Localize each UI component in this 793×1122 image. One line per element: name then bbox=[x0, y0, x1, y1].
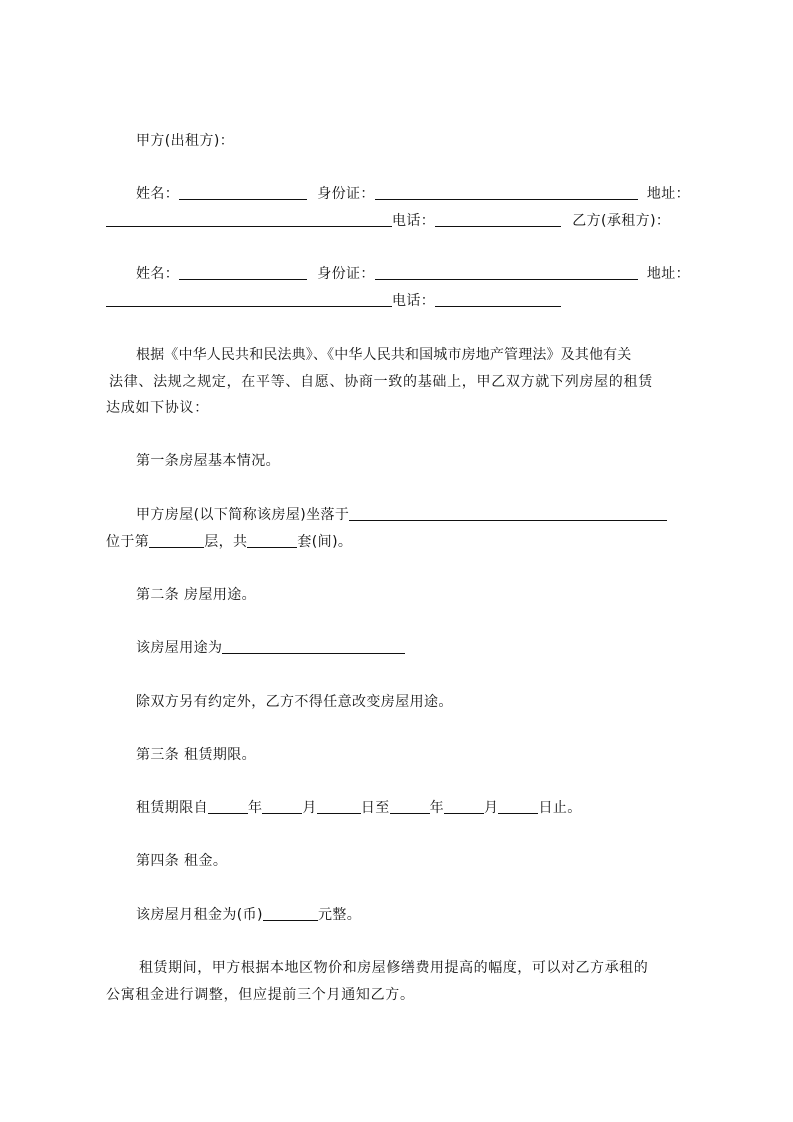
article1-title: 第一条房屋基本情况。 bbox=[136, 453, 280, 469]
article2-title: 第二条 房屋用途。 bbox=[136, 587, 257, 603]
article1-location: 甲方房屋(以下简称该房屋)坐落于 bbox=[106, 505, 702, 525]
start-month-blank[interactable] bbox=[262, 799, 302, 814]
article1-floor: 位于第 层，共 套(间)。 bbox=[106, 534, 353, 550]
floor-blank[interactable] bbox=[149, 533, 204, 548]
address-blank[interactable] bbox=[106, 212, 392, 227]
phone-blank[interactable] bbox=[435, 292, 561, 307]
party-a-heading: 甲方(出租方)： bbox=[136, 133, 235, 149]
party-b-details-line2 bbox=[106, 291, 702, 311]
address-label: 地址： bbox=[646, 266, 691, 282]
rent-blank[interactable] bbox=[263, 906, 318, 921]
address-blank[interactable] bbox=[106, 292, 392, 307]
article4-adjust-line2: 公寓租金进行调整，但应提前三个月通知乙方。 bbox=[106, 987, 415, 1003]
units-blank[interactable] bbox=[247, 533, 297, 548]
end-month-blank[interactable] bbox=[444, 799, 484, 814]
name-blank[interactable] bbox=[179, 185, 307, 200]
end-year-blank[interactable] bbox=[390, 799, 430, 814]
start-year-blank[interactable] bbox=[208, 799, 248, 814]
id-blank[interactable] bbox=[375, 265, 638, 280]
party-a-details-line1 bbox=[106, 184, 702, 204]
article3-term: 租赁期限自 年 月 日至 年 月 日止。 bbox=[136, 800, 582, 816]
use-blank[interactable] bbox=[222, 639, 405, 654]
article2-restriction: 除双方另有约定外，乙方不得任意改变房屋用途。 bbox=[136, 694, 453, 710]
name-label: 姓名： bbox=[136, 186, 180, 202]
id-label: 身份证： bbox=[317, 186, 375, 202]
preamble-line1: 根据《中华人民共和民法典》、《中华人民共和国城市房地产管理法》及其他有关 bbox=[136, 347, 632, 363]
article4-adjust-line1: 租赁期间，甲方根据本地区物价和房屋修缮费用提高的幅度，可以对乙方承租的 bbox=[139, 960, 649, 976]
article3-title: 第三条 租赁期限。 bbox=[136, 747, 257, 763]
id-blank[interactable] bbox=[375, 185, 638, 200]
location-blank[interactable] bbox=[349, 506, 667, 521]
name-label: 姓名： bbox=[136, 266, 180, 282]
preamble-line2: 法律、法规之规定，在平等、自愿、协商一致的基础上，甲乙双方就下列房屋的租赁 bbox=[109, 374, 653, 390]
end-day-blank[interactable] bbox=[498, 799, 538, 814]
start-day-blank[interactable] bbox=[317, 799, 361, 814]
phone-blank[interactable] bbox=[435, 212, 561, 227]
article2-use: 该房屋用途为 bbox=[106, 638, 702, 658]
party-a-details-line2 bbox=[106, 211, 702, 231]
name-blank[interactable] bbox=[179, 265, 307, 280]
party-b-details-line1 bbox=[106, 264, 702, 284]
id-label: 身份证： bbox=[317, 266, 375, 282]
preamble-line3: 达成如下协议： bbox=[106, 400, 209, 416]
address-label: 地址： bbox=[646, 186, 691, 202]
article4-rent: 该房屋月租金为(币) 元整。 bbox=[136, 907, 362, 923]
phone-label: 电话： bbox=[392, 293, 436, 309]
party-b-heading: 乙方(承租方)： bbox=[572, 213, 671, 229]
phone-label: 电话： bbox=[392, 213, 436, 229]
article4-title: 第四条 租金。 bbox=[136, 853, 228, 869]
